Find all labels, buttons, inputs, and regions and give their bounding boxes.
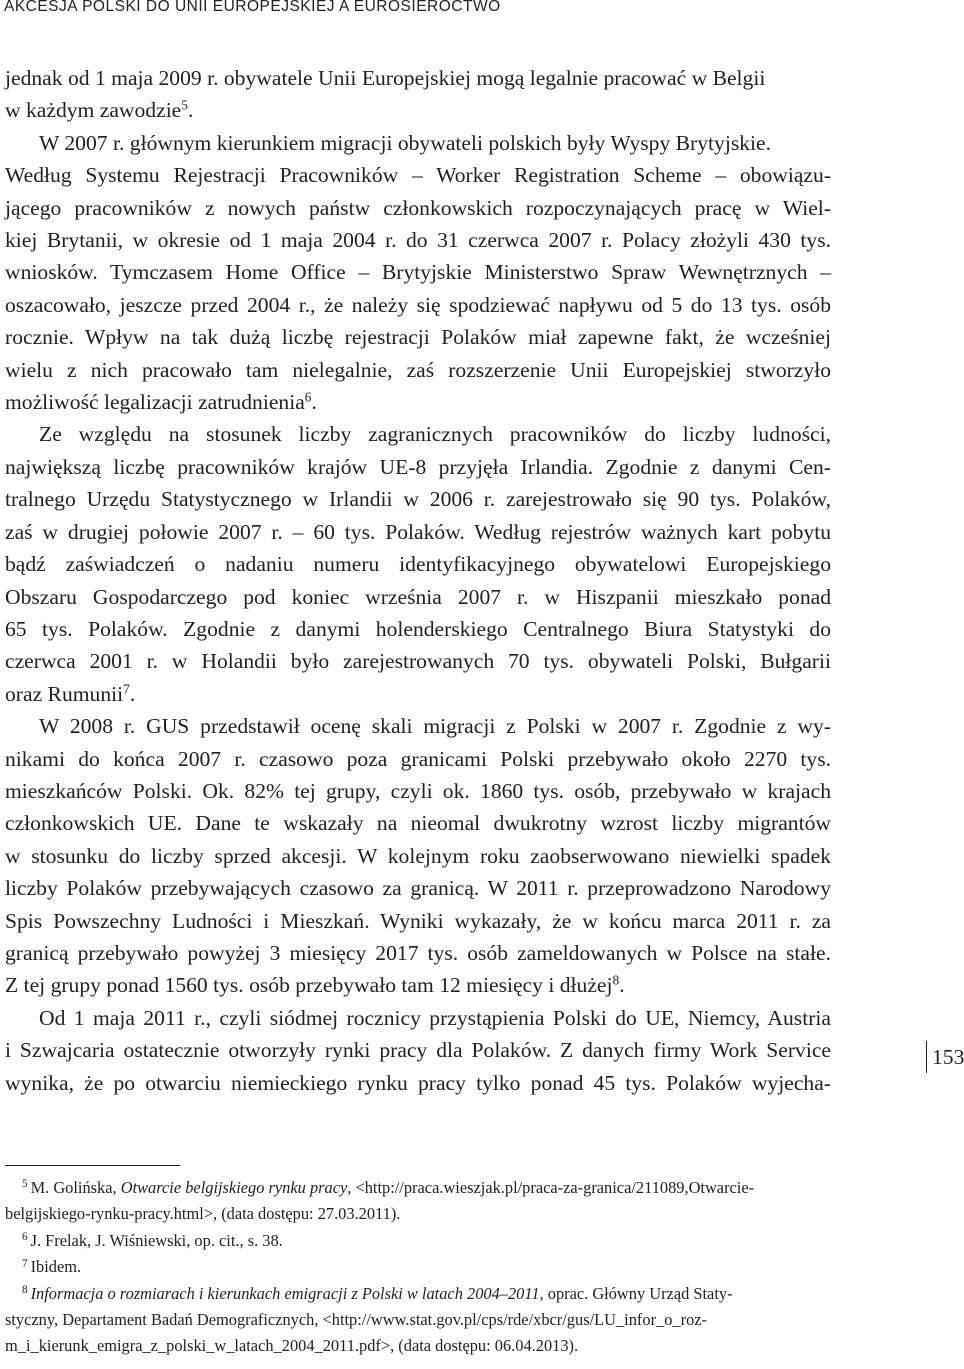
source-title: Otwarcie belgijskiego rynku pracy: [120, 1178, 348, 1197]
footnote-ref-6[interactable]: 6: [304, 389, 312, 405]
source-link[interactable]: , <http://praca.wieszjak.pl/praca-za-granica/211089,Otwarcie-: [347, 1178, 755, 1197]
source-title: Informacja o rozmiarach i kierunkach emigracji z Polski w latach 2004–2011: [30, 1283, 540, 1303]
footnotes: [5, 1175, 831, 1360]
body-line: jącego pracowników z nowych państw członkowskich rozpoczynających pracę w Wiel-: [5, 195, 831, 220]
footnote-ref-7[interactable]: 7: [123, 681, 130, 697]
footnote-6: $^6$ J. Frelak, J. Wiśniewski, op. cit., s. 38.: [22, 1230, 283, 1250]
body-line: bądź zaświadczeń o nadaniu numeru identyfikacyjnego obywatelowi Europejskiego: [5, 552, 831, 577]
footnote-separator: [5, 1165, 180, 1166]
body-line: mieszkańców Polski. Ok. 82% tej grupy, czyli ok. 1860 tys. osób, przebywało w krajach: [5, 778, 831, 803]
footnote-8-continued[interactable]: m_i_kierunk_emigra_z_polski_w_latach_2004_2011.pdf>, (data dostępu: 06.04.2013).: [5, 1336, 579, 1356]
footnote-mark: 7: [22, 1257, 28, 1270]
footnote-mark: 6: [22, 1231, 28, 1244]
body-line: tralnego Urzędu Statystycznego w Irlandii w 2006 r. zarejestrowało się 90 tys. Polaków,: [5, 487, 831, 512]
body-line: Z tej grupy ponad 1560 tys. osób przebywało tam 12 miesięcy i dłużej$^8$.: [5, 973, 625, 998]
body-line: Ze względu na stosunek liczby zagranicznych pracowników do liczby ludności,: [39, 422, 831, 447]
body-line: czerwca 2001 r. w Holandii było zarejestrowanych 70 tys. obywateli Polski, Bułgarii: [5, 649, 831, 674]
body-line: Od 1 maja 2011 r., czyli siódmej rocznicy przystąpienia Polski do UE, Niemcy, Austria: [39, 1005, 831, 1030]
body-line: rocznie. Wpływ na tak dużą liczbę rejestracji Polaków miał zapewne fakt, że wcześniej: [5, 325, 831, 350]
body-line: i Szwajcaria ostatecznie otworzyły rynki pracy dla Polaków. Z danych firmy Work Service: [5, 1038, 831, 1063]
body-line: granicą przebywało powyżej 3 miesięcy 2017 tys. osób zameldowanych w Polsce na stałe.: [5, 940, 831, 965]
body-line: możliwość legalizacji zatrudnienia$^6$.: [5, 389, 317, 415]
body-line: wniosków. Tymczasem Home Office – Brytyjskie Ministerstwo Spraw Wewnętrznych –: [5, 260, 831, 285]
body-line: Spis Powszechny Ludności i Mieszkań. Wyniki wykazały, że w końcu marca 2011 r. za: [5, 908, 831, 933]
body-line: Obszaru Gospodarczego pod koniec września 2007 r. w Hiszpanii mieszkało ponad: [5, 584, 831, 609]
body-line: największą liczbę pracowników krajów UE-8 przyjęła Irlandia. Zgodnie z danymi Cen-: [5, 454, 831, 479]
body-line: jednak od 1 maja 2009 r. obywatele Unii Europejskiej mogą legalnie pracować w Belgii: [5, 66, 766, 90]
body-line: oszacowało, jeszcze przed 2004 r., że należy się spodziewać napływu od 5 do 13 tys. osób: [5, 292, 831, 317]
body-line: wielu z nich pracowało tam nielegalnie, zaś rozszerzenie Unii Europejskiej stworzyło: [5, 357, 831, 382]
footnote-ref-5[interactable]: 5: [181, 98, 188, 114]
footnote-mark: 8: [22, 1284, 28, 1297]
footnote-5: $^5$ M. Golińska, Otwarcie belgijskiego rynku pracy, <http://praca.wieszjak.pl/praca-za-granica/211089,Otwarcie-: [22, 1178, 755, 1197]
body-line: w każdym zawodzie$^5$.: [5, 98, 194, 123]
body-line: nikami do końca 2007 r. czasowo poza granicami Polski przebywało około 2270 tys.: [5, 746, 831, 771]
footnote-ref-8[interactable]: 8: [612, 973, 620, 989]
body-line: Według Systemu Rejestracji Pracowników – Worker Registration Scheme – obowiązu-: [5, 163, 831, 188]
body-line: w stosunku do liczby sprzed akcesji. W kolejnym roku zaobserwowano niewielki spadek: [5, 843, 831, 868]
footnote-5-continued: belgijskiego-rynku-pracy.html>, (data dostępu: 27.03.2011).: [5, 1204, 401, 1224]
body-line: zaś w drugiej połowie 2007 r. – 60 tys. Polaków. Według rejestrów ważnych kart pobytu: [5, 519, 831, 544]
footnote-8-continued[interactable]: styczny, Departament Badań Demograficznych, <http://www.stat.gov.pl/cps/rde/xbcr/gus/LU_infor_o_roz-: [5, 1310, 708, 1330]
body-line: liczby Polaków przebywających czasowo za granicą. W 2011 r. przeprowadzono Narodowy: [5, 876, 831, 901]
body-line: oraz Rumunii$^7$.: [5, 681, 136, 706]
page-number: 153: [926, 1041, 960, 1073]
footnote-8: $^8$ Informacja o rozmiarach i kierunkach emigracji z Polski w latach 2004–2011, oprac. Główny Urząd Staty-: [22, 1283, 733, 1303]
running-header: AKCESJA POLSKI DO UNII EUROPEJSKIEJ A EUROSIEROCTWO: [4, 0, 501, 15]
body-line: kiej Brytanii, w okresie od 1 maja 2004 r. do 31 czerwca 2007 r. Polacy złożyli 430 tys.: [5, 228, 831, 253]
footnote-7: $^7$ Ibidem.: [22, 1257, 82, 1277]
body-line: W 2007 r. głównym kierunkiem migracji obywateli polskich były Wyspy Brytyjskie.: [39, 130, 772, 155]
body-line: wynika, że po otwarciu niemieckiego rynku pracy tylko ponad 45 tys. Polaków wyjecha-: [5, 1070, 831, 1095]
footnote-mark: 5: [22, 1178, 28, 1191]
body-line: W 2008 r. GUS przedstawił ocenę skali migracji z Polski w 2007 r. Zgodnie z wy-: [39, 714, 831, 739]
body-line: 65 tys. Polaków. Zgodnie z danymi holenderskiego Centralnego Biura Statystyki do: [5, 616, 831, 641]
body-text: [5, 62, 831, 1099]
body-line: członkowskich UE. Dane te wskazały na nieomal dwukrotny wzrost liczby migrantów: [5, 811, 831, 836]
